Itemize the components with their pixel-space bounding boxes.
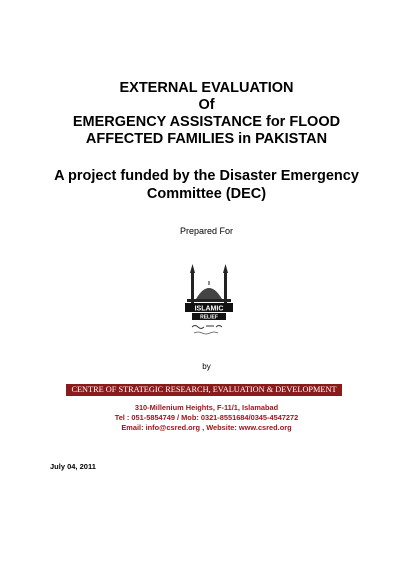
title-line-1: EXTERNAL EVALUATION (119, 80, 294, 96)
title-line-4: AFFECTED FAMILIES in PAKISTAN (85, 131, 328, 147)
islamic-relief-logo (182, 263, 236, 343)
logo-text-top: ISLAMIC (194, 305, 224, 313)
report-title (0, 80, 413, 148)
subtitle-line-1: A project funded by the Disaster Emergency (54, 168, 359, 184)
by-label: by (202, 362, 211, 371)
contact-email-website: Email: info@csred.org , Website: www.csred.org (121, 423, 292, 432)
report-date: July 04, 2011 (50, 462, 96, 471)
prepared-for-label: Prepared For (179, 226, 234, 236)
contact-address: 310-Millenium Heights, F-11/1, Islamabad (134, 403, 279, 412)
report-subtitle (0, 167, 413, 203)
contact-phones: Tel : 051-5854749 / Mob: 0321-8551684/0345-4547272 (114, 413, 299, 422)
logo-text-bottom: RELIEF (200, 314, 218, 321)
islamic-relief-logo-icon (182, 263, 236, 343)
contact-block (0, 403, 413, 433)
subtitle-line-2: Committee (DEC) (146, 186, 267, 202)
organization-name-banner: CENTRE OF STRATEGIC RESEARCH, EVALUATION & DEVELOPMENT (66, 384, 342, 396)
title-line-3: EMERGENCY ASSISTANCE for FLOOD (72, 114, 341, 130)
title-line-2: Of (198, 97, 215, 113)
